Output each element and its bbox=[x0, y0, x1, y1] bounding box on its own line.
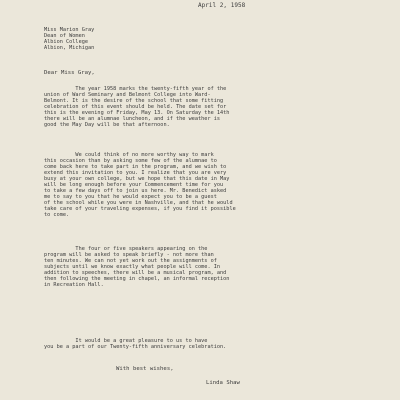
paragraph-line: of the school while you were in Nashville, and that he would bbox=[44, 200, 233, 206]
paragraph-line: We could think of no more worthy way to mark bbox=[44, 152, 214, 158]
recipient-city: Albion, Michigan bbox=[44, 45, 95, 51]
paragraph-line: The four or five speakers appearing on the bbox=[44, 246, 208, 252]
paragraph-line: in Recreation Hall. bbox=[44, 282, 104, 288]
paragraph-line: Belmont. It is the desire of the school that some fitting bbox=[44, 98, 224, 104]
salutation: Dear Miss Gray, bbox=[44, 70, 95, 76]
paragraph-line: union of Ward Seminary and Belmont College into Ward- bbox=[44, 92, 211, 98]
letter-date: April 2, 1958 bbox=[198, 2, 246, 9]
paragraph-3 bbox=[44, 246, 344, 288]
paragraph-1 bbox=[44, 86, 344, 128]
paragraph-line: extend this invitation to you. I realize that you are very bbox=[44, 170, 227, 176]
paragraph-line: It would be a great pleasure to us to have bbox=[44, 338, 208, 344]
recipient-name: Miss Marion Gray bbox=[44, 27, 95, 33]
paragraph-line: The year 1958 marks the twenty-fifth year of the bbox=[44, 86, 227, 92]
paragraph-line: subjects until we know exactly what people will come. In bbox=[44, 264, 221, 270]
paragraph-line: good the May Day will be that afternoon. bbox=[44, 122, 170, 128]
paragraph-line: this is the evening of Friday, May 13. On Saturday the 14th bbox=[44, 110, 230, 116]
paragraph-line: me to say to you that he would expect you to be a guest bbox=[44, 194, 217, 200]
paragraph-line: will be long enough before your Commencement time for you bbox=[44, 182, 224, 188]
paragraph-line: ten minutes. We can not yet work out the assignments of bbox=[44, 258, 217, 264]
recipient-institution: Albion College bbox=[44, 39, 89, 45]
paragraph-line: to come. bbox=[44, 212, 70, 218]
paragraph-line: then following the meeting in chapel, an informal reception bbox=[44, 276, 230, 282]
paragraph-line: take care of your traveling expenses, if you find it possible bbox=[44, 206, 236, 212]
paragraph-line: come back here to take part in the program, and we wish to bbox=[44, 164, 227, 170]
paragraph-line: program will be asked to speak briefly - not more than bbox=[44, 252, 214, 258]
paragraph-line: this occasion than by asking some few of the alumnae to bbox=[44, 158, 217, 164]
paragraph-line: there will be an alumnae luncheon, and if the weather is bbox=[44, 116, 221, 122]
paragraph-line: celebration of this event should be held. The date set for bbox=[44, 104, 227, 110]
recipient-title: Dean of Women bbox=[44, 33, 85, 39]
paragraph-line: to take a few days off to join us here. Mr. Benedict asked bbox=[44, 188, 227, 194]
paragraph-4 bbox=[44, 338, 344, 350]
signature: Linda Shaw bbox=[206, 380, 240, 386]
paragraph-line: busy at your own college, but we hope that this date in May bbox=[44, 176, 230, 182]
paragraph-2 bbox=[44, 152, 344, 218]
paragraph-line: you be a part of our Twenty-fifth anniversary celebration. bbox=[44, 344, 227, 350]
closing: With best wishes, bbox=[116, 366, 174, 372]
paragraph-line: addition to speeches, there will be a musical program, and bbox=[44, 270, 227, 276]
